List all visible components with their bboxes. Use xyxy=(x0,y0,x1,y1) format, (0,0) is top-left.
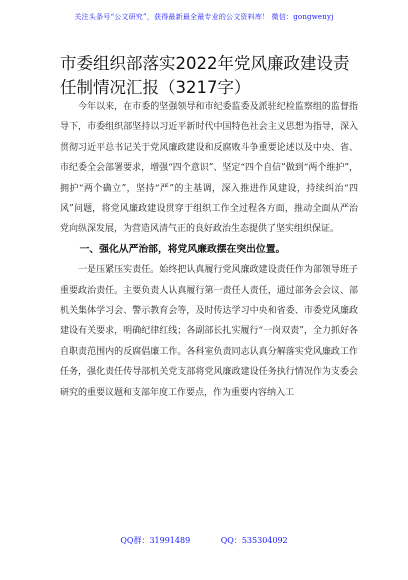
footer-qq-group: QQ群：31991489 xyxy=(120,536,191,545)
section-paragraph: 一是压紧压实责任。始终把认真履行党风廉政建设责任作为部领导班子重要政治责任。主要负责人认真履行第一责任人责任，通过部务会会议、部机关集体学习会、警示教育会等，及时传达学习中央和省委、市委党风廉政建设有关要求，明确纪律红线；各副部长扎实履行“一岗双责”，全力抓好各自职责范围内的反腐倡廉工作。各科室负责同志认真分解落实党风廉政工作任务，强化责任传导部机关党支部将党风廉政建设任务执行情况作为支委会研究的重要议题和支部年度工作要点，作为重要内容纳入工 xyxy=(60,265,358,398)
footer-qq: QQ：535304092 xyxy=(220,536,288,545)
document-body xyxy=(60,97,358,403)
footer-contact xyxy=(0,535,408,546)
intro-paragraph: 今年以来，在市委的坚强领导和市纪委监委及派驻纪检监察组的监督指导下，市委组织部坚持以习近平新时代中国特色社会主义思想为指导，深入贯彻习近平总书记关于党风廉政建设和反腐败斗争重要论述以及中央、省、市纪委全会部署要求，增强“四个意识”、坚定“四个自信”做到“两个维护”，拥护“两个确立”，坚持“严”的主基调，深入推进作风建设，持续纠治“四风”问题，将党风廉政建设贯穿于组织工作全过程各方面，推动全面从严治党向纵深发展，为营造风清气正的良好政治生态提供了坚实组织保证。 xyxy=(60,102,358,235)
section-heading: 一、强化从严治部，将党风廉政摆在突出位置。 xyxy=(79,243,286,255)
document-title: 市委组织部落实2022年党风廉政建设责任制情况汇报（3217字） xyxy=(60,54,350,97)
header-banner: 关注头条号“公文研究”，获得最新最全最专业的公文资料库！ 微信：gongwenyj xyxy=(74,13,334,21)
